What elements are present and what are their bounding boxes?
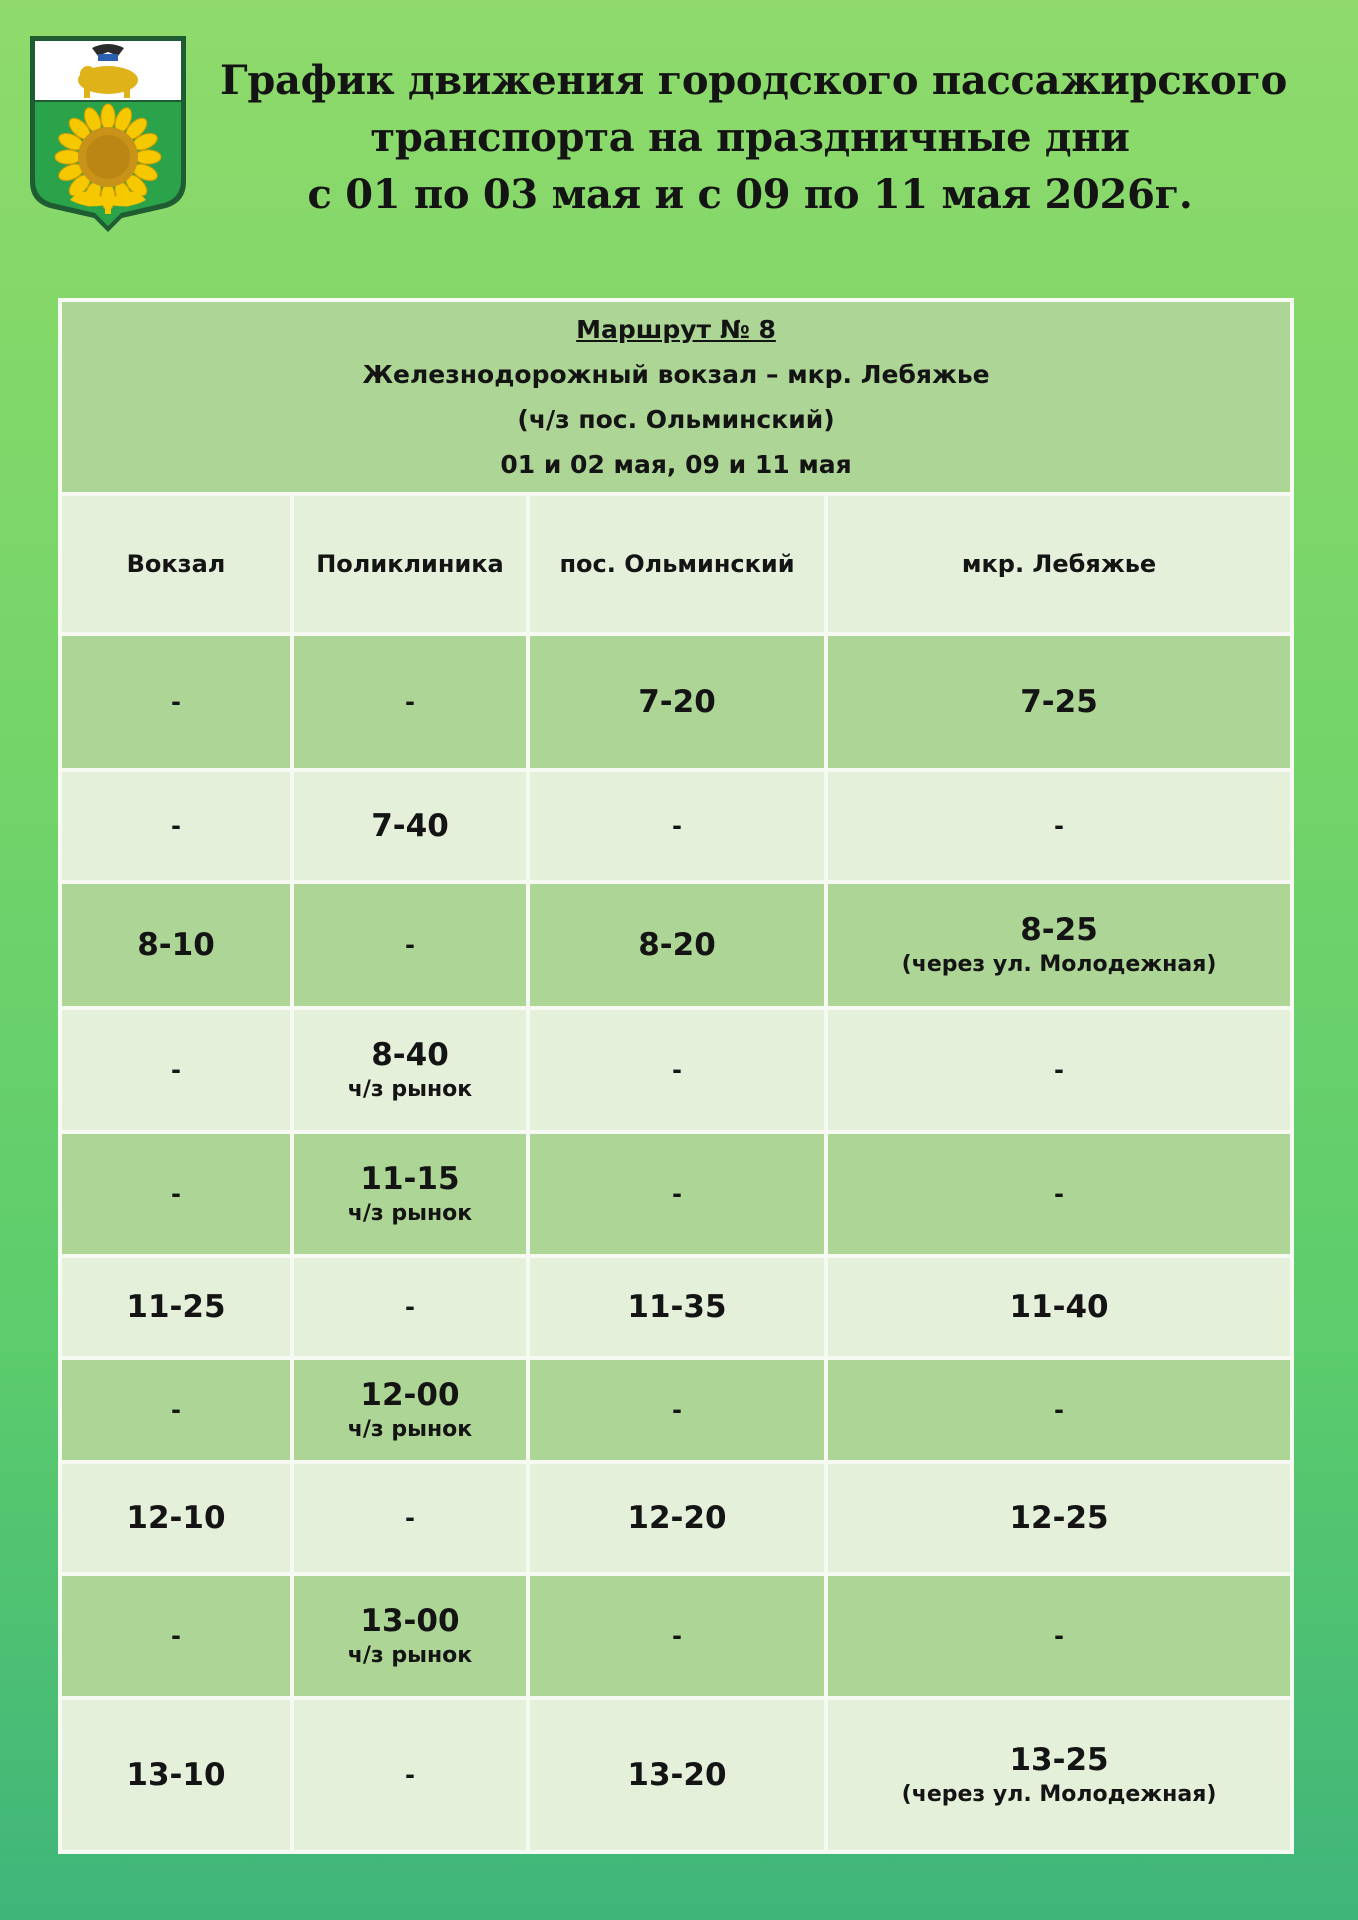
cell-poliklinika (292, 1574, 528, 1698)
column-header-row (60, 494, 1292, 634)
no-departure-dash: - (1054, 812, 1064, 840)
cell-olminsky (528, 1358, 826, 1462)
cell-olminsky (528, 1256, 826, 1358)
cell-vokzal (60, 1574, 292, 1698)
cell-vokzal (60, 1256, 292, 1358)
route-name: Железнодорожный вокзал – мкр. Лебяжье (362, 360, 990, 389)
departure-time: 7-25 (1020, 684, 1098, 720)
schedule-row (60, 1008, 1292, 1132)
departure-time: 8-40 (371, 1037, 449, 1073)
no-departure-dash: - (171, 1622, 181, 1650)
cell-lebyazhye (826, 770, 1292, 882)
route-number: Маршрут № 8 (576, 315, 776, 344)
route-dates: 01 и 02 мая, 09 и 11 мая (500, 450, 852, 479)
cell-poliklinika (292, 882, 528, 1008)
title-line-1: График движения городского пассажирского (220, 57, 1287, 104)
no-departure-dash: - (672, 1056, 682, 1084)
cell-lebyazhye (826, 634, 1292, 770)
route-via: (ч/з пос. Ольминский) (517, 405, 835, 434)
departure-time: 8-25 (1020, 912, 1098, 948)
departure-time: 13-00 (360, 1603, 460, 1639)
cell-poliklinika (292, 1698, 528, 1852)
no-departure-dash: - (405, 1504, 415, 1532)
column-header-olminsky: пос. Ольминский (528, 494, 826, 634)
cell-vokzal (60, 1698, 292, 1852)
no-departure-dash: - (171, 1180, 181, 1208)
page-title (220, 52, 1287, 223)
cell-lebyazhye (826, 1574, 1292, 1698)
schedule-row (60, 770, 1292, 882)
cell-olminsky (528, 882, 826, 1008)
departure-time: 11-25 (126, 1289, 226, 1325)
departure-time: 8-10 (137, 927, 215, 963)
route-note: (через ул. Молодежная) (901, 952, 1217, 977)
route-header (60, 300, 1292, 494)
cell-poliklinika (292, 1358, 528, 1462)
schedule-row (60, 1574, 1292, 1698)
cell-olminsky (528, 1462, 826, 1574)
no-departure-dash: - (405, 1293, 415, 1321)
cell-vokzal (60, 634, 292, 770)
cell-lebyazhye (826, 1008, 1292, 1132)
cell-poliklinika (292, 1462, 528, 1574)
title-line-3: с 01 по 03 мая и с 09 по 11 мая 2026г. (307, 171, 1193, 218)
departure-time: 12-25 (1009, 1500, 1109, 1536)
departure-time: 12-20 (627, 1500, 727, 1536)
no-departure-dash: - (672, 1180, 682, 1208)
schedule-row (60, 1132, 1292, 1256)
no-departure-dash: - (405, 1761, 415, 1789)
departure-time: 12-00 (360, 1377, 460, 1413)
schedule-row (60, 1698, 1292, 1852)
route-note: ч/з рынок (347, 1201, 473, 1226)
cell-poliklinika (292, 1256, 528, 1358)
no-departure-dash: - (672, 1396, 682, 1424)
no-departure-dash: - (1054, 1180, 1064, 1208)
column-header-poliklinika: Поликлиника (292, 494, 528, 634)
departure-time: 11-40 (1009, 1289, 1109, 1325)
departure-time: 8-20 (638, 927, 716, 963)
no-departure-dash: - (171, 812, 181, 840)
schedule-row (60, 634, 1292, 770)
cell-poliklinika (292, 634, 528, 770)
no-departure-dash: - (1054, 1622, 1064, 1650)
departure-time: 13-10 (126, 1757, 226, 1793)
departure-time: 12-10 (126, 1500, 226, 1536)
departure-time: 7-40 (371, 808, 449, 844)
schedule-row (60, 1462, 1292, 1574)
route-note: ч/з рынок (347, 1417, 473, 1442)
cell-olminsky (528, 1008, 826, 1132)
no-departure-dash: - (171, 1056, 181, 1084)
departure-time: 13-25 (1009, 1742, 1109, 1778)
no-departure-dash: - (672, 812, 682, 840)
departure-time: 13-20 (627, 1757, 727, 1793)
cell-lebyazhye (826, 882, 1292, 1008)
route-note: ч/з рынок (347, 1643, 473, 1668)
cell-lebyazhye (826, 1698, 1292, 1852)
column-header-lebyazhye: мкр. Лебяжье (826, 494, 1292, 634)
cell-poliklinika (292, 1008, 528, 1132)
cell-vokzal (60, 1462, 292, 1574)
no-departure-dash: - (1054, 1396, 1064, 1424)
cell-vokzal (60, 770, 292, 882)
column-header-vokzal: Вокзал (60, 494, 292, 634)
cell-olminsky (528, 1574, 826, 1698)
route-note: (через ул. Молодежная) (901, 1782, 1217, 1807)
cell-vokzal (60, 1008, 292, 1132)
cell-olminsky (528, 770, 826, 882)
cell-lebyazhye (826, 1132, 1292, 1256)
cell-lebyazhye (826, 1256, 1292, 1358)
cell-olminsky (528, 1132, 826, 1256)
title-line-2: транспорта на праздничные дни (370, 114, 1130, 161)
cell-lebyazhye (826, 1358, 1292, 1462)
cell-vokzal (60, 882, 292, 1008)
cell-vokzal (60, 1132, 292, 1256)
schedule-row (60, 1358, 1292, 1462)
no-departure-dash: - (672, 1622, 682, 1650)
cell-vokzal (60, 1358, 292, 1462)
cell-lebyazhye (826, 1462, 1292, 1574)
no-departure-dash: - (1054, 1056, 1064, 1084)
schedule-row (60, 882, 1292, 1008)
cell-olminsky (528, 634, 826, 770)
departure-time: 7-20 (638, 684, 716, 720)
route-note: ч/з рынок (347, 1077, 473, 1102)
departure-time: 11-15 (360, 1161, 460, 1197)
cell-poliklinika (292, 1132, 528, 1256)
no-departure-dash: - (405, 931, 415, 959)
schedule-table (58, 298, 1294, 1854)
no-departure-dash: - (405, 688, 415, 716)
no-departure-dash: - (171, 1396, 181, 1424)
cell-olminsky (528, 1698, 826, 1852)
no-departure-dash: - (171, 688, 181, 716)
coat-of-arms-icon (26, 32, 190, 234)
schedule-row (60, 1256, 1292, 1358)
departure-time: 11-35 (627, 1289, 727, 1325)
cell-poliklinika (292, 770, 528, 882)
route-header-row (60, 300, 1292, 494)
